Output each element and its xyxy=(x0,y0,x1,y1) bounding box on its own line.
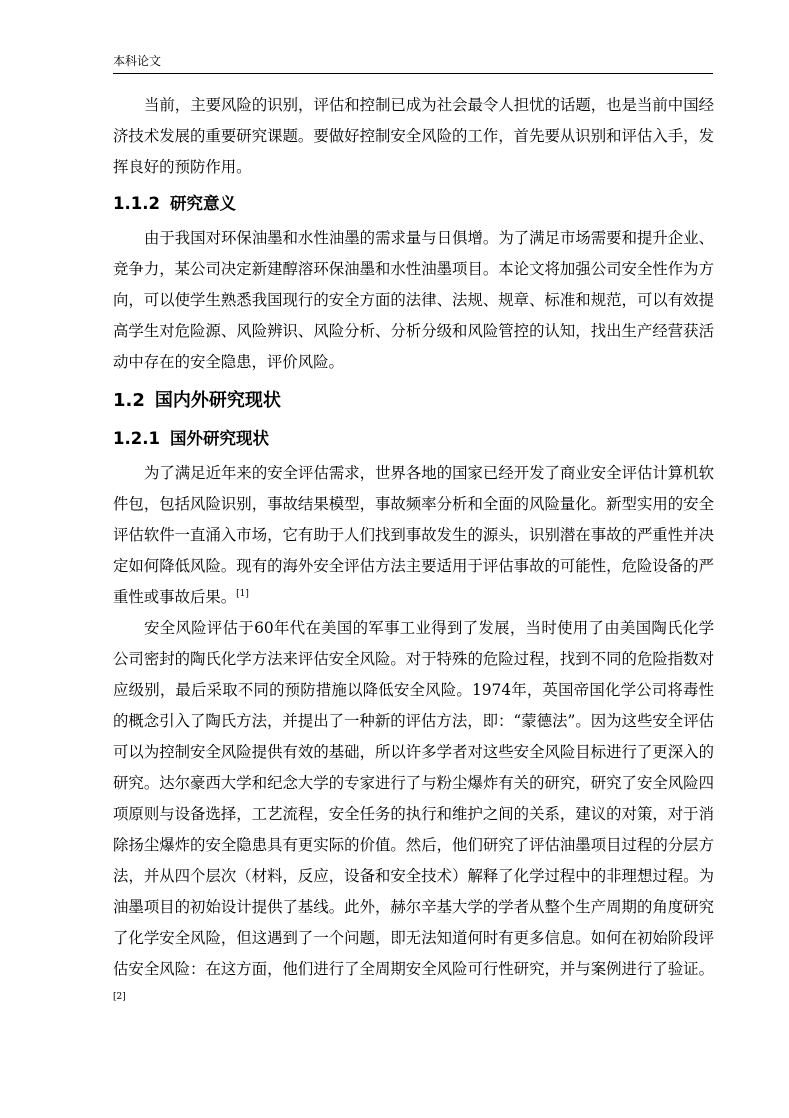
paragraph-intro: 当前，主要风险的识别，评估和控制已成为社会最令人担忧的话题，也是当前中国经济技术发展的重要研究课题。要做好控制安全风险的工作，首先要从识别和评估入手，发挥良好的预防作用。 xyxy=(113,96,714,176)
paragraph-text: 为了满足近年来的安全评估需求，世界各地的国家已经开发了商业安全评估计算机软件包，包括风险识别，事故结果模型，事故频率分析和全面的风险量化。新型实用的安全评估软件一直涌入市场，它有助于人们找到事故发生的源头，识别潜在事故的严重性并决定如何降低风险。现有的海外安全评估方法主要适用于评估事故的可能性，危险设备的严重性或事故后果。 xyxy=(113,464,714,606)
header-title: 本科论文 xyxy=(113,54,162,68)
section-title: 研究意义 xyxy=(169,194,236,213)
citation-1: [1] xyxy=(236,589,249,599)
citation-2: [2] xyxy=(113,992,126,1002)
page-header xyxy=(113,52,713,74)
paragraph-foreign-research-1 xyxy=(113,458,714,613)
section-number: 1.2 xyxy=(113,390,145,411)
section-heading-1-2-1 xyxy=(113,420,714,458)
paragraph-significance: 由于我国对环保油墨和水性油墨的需求量与日俱增。为了满足市场需要和提升企业、竞争力，某公司决定新建醇溶环保油墨和水性油墨项目。本论文将加强公司安全性作为方向，可以使学生熟悉我国现行的安全方面的法律、法规、规章、标准和规范，可以有效提高学生对危险源、风险辨识、风险分析、分析分级和风险管控的认知，找出生产经营获活动中存在的安全隐患，评价风险。 xyxy=(113,229,714,371)
section-heading-1-1-2 xyxy=(113,185,714,223)
section-number: 1.1.2 xyxy=(113,194,160,213)
document-body xyxy=(113,90,714,1016)
section-title: 国外研究现状 xyxy=(169,429,269,448)
paragraph-text: 安全风险评估于60年代在美国的军事工业得到了发展，当时使用了由美国陶氏化学公司密封的陶氏化学方法来评估安全风险。对于特殊的危险过程，找到不同的危险指数对应级别，最后采取不同的预防措施以降低安全风险。1974年，英国帝国化学公司将毒性的概念引入了陶氏方法，并提出了一种新的评估方法，即：“蒙德法”。因为这些安全评估可以为控制安全风险提供有效的基础，所以许多学者对这些安全风险目标进行了更深入的研究。达尔豪西大学和纪念大学的专家进行了与粉尘爆炸有关的研究，研究了安全风险四项原则与设备选择，工艺流程，安全任务的执行和维护之间的关系，建议的对策，对于消除扬尘爆炸的安全隐患具有更实际的价值。然后，他们研究了评估油墨项目过程的分层方法，并从四个层次（材料，反应，设备和安全技术）解释了化学过程中的非理想过程。为油墨项目的初始设计提供了基线。此外，赫尔辛基大学的学者从整个生产周期的角度研究了化学安全风险，但这遇到了一个问题，即无法知道何时有更多信息。如何在初始阶段评估安全风险：在这方面，他们进行了全周期安全风险可行性研究，并与案例进行了验证。 xyxy=(113,619,714,978)
paragraph-foreign-research-2 xyxy=(113,613,714,1016)
section-number: 1.2.1 xyxy=(113,429,160,448)
section-heading-1-2 xyxy=(113,382,714,420)
section-title: 国内外研究现状 xyxy=(154,390,281,411)
